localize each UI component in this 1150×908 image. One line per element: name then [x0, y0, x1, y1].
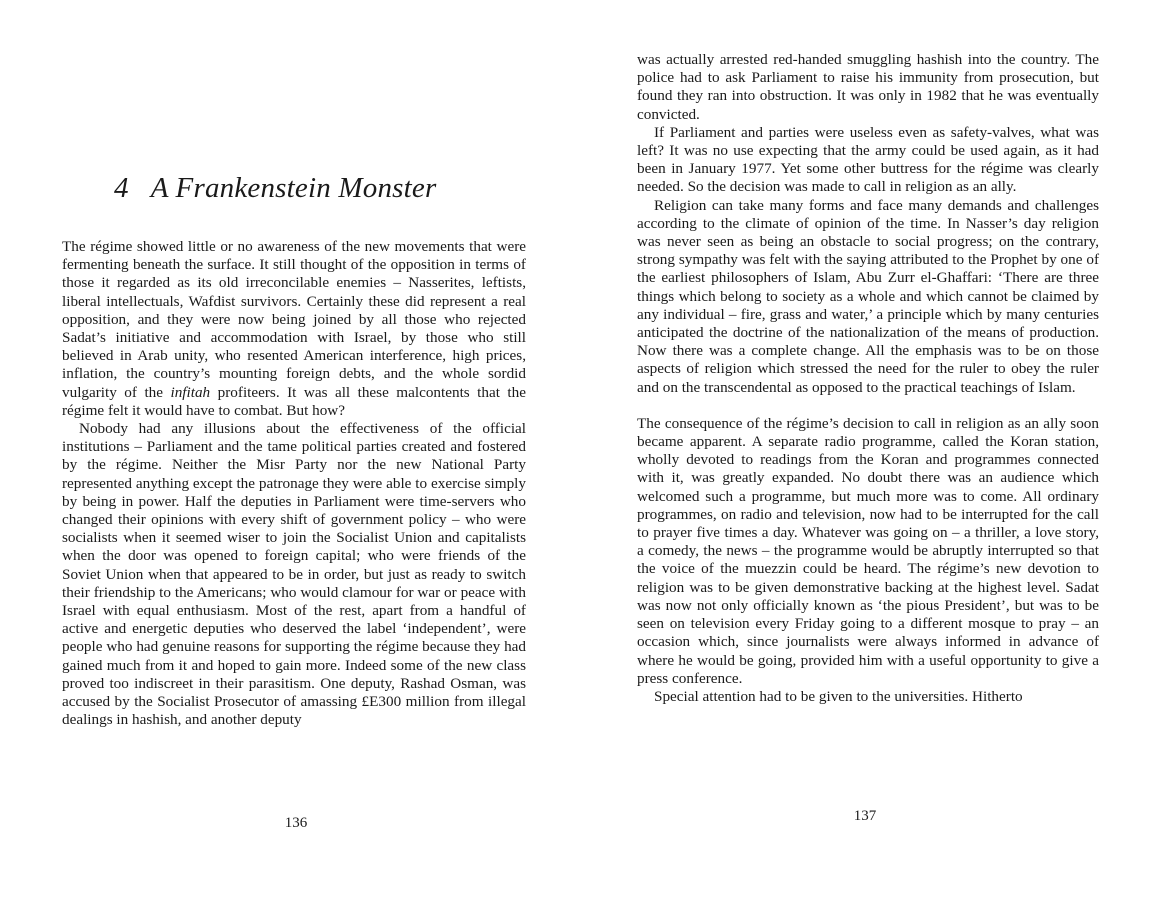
paragraph: The consequence of the régime’s decision to call in religion as an ally soon became apparent. A separate radio programme, called the Koran station, wholly devoted to readings from the Koran and programmes connected with it, was greatly expanded. No doubt there was an audience which welcomed such a programme, but much more was to come. All ordinary programmes, on radio and television, now had to be interrupted for the call to prayer five times a day. Whatever was going on – a thriller, a love story, a comedy, the news – the programme would be abruptly interrupted so that the voice of the muezzin could be heard. The régime’s new devotion to religion was to be given demonstrative backing at the highest level. Sadat was now not only officially known as ‘the pious President’, but was to be seen on television every Friday going to a different mosque to pray – an occasion which, since journalists were always informed in advance of where he would be going, provided him with a useful opportunity to give a press conference. — [637, 414, 1099, 687]
page-number: 136 — [284, 815, 308, 831]
chapter-title: A Frankenstein Monster — [150, 172, 437, 204]
paragraph: Special attention had to be given to the universities. Hitherto — [654, 687, 1023, 705]
paragraph: If Parliament and parties were useless even as safety-valves, what was left? It was no use expecting that the army could be used again, as it had been in January 1977. Yet some other buttress for the régime was clearly needed. So the decision was made to call in religion as an ally. — [637, 123, 1099, 196]
paragraph: The régime showed little or no awareness of the new movements that were fermenting beneath the surface. It still thought of the opposition in terms of those it regarded as its old irreconcilable enemies – Nasserites, leftists, liberal intellectuals, Wafdist survivors. Certainly these did represent a real opposition, and they were now being joined by all those who rejected Sadat’s initiative and accommodation with Israel, by those who still believed in Arab unity, who resented American interference, high prices, inflation, the country’s mounting foreign debts, and the whole sordid vulgarity of the infitah profiteers. It was all these malcontents that the régime felt it would have to combat. But how? — [62, 238, 526, 419]
page-number: 137 — [853, 808, 877, 824]
right-page-body — [637, 51, 1099, 706]
paragraph: Religion can take many forms and face many demands and challenges according to the climate of opinion of the time. In Nasser’s day religion was never seen as being an obstacle to social progress; on the contrary, strong sympathy was felt with the saying attributed to the Prophet by one of the earliest philosophers of Islam, Abu Zurr el-Ghaffari: ‘There are three things which belong to society as a whole and which cannot be claimed by any individual – fire, grass and water,’ a principle which by many centuries anticipated the doctrine of the nationalization of the means of production. Now there was a complete change. All the emphasis was to be on those aspects of religion which stressed the need for the ruler to obey the ruler and on the transcendental as opposed to the practical teachings of Islam. — [637, 196, 1099, 396]
chapter-heading — [114, 172, 436, 205]
left-page-body — [62, 238, 526, 729]
paragraph: Nobody had any illusions about the effectiveness of the official institutions – Parliament and the tame political parties created and fostered by the régime. Neither the Misr Party nor the new National Party represented anything except the patronage they were able to exercise simply by being in power. Half the deputies in Parliament were time-servers who changed their opinions with every shift of government policy – who were socialists when it seemed wiser to join the Socialist Union and capitalists when the door was opened to foreign capital; who were friends of the Soviet Union when that appeared to be in order, but just as ready to switch their friendship to the Americans; who would clamour for war or peace with Israel with equal enthusiasm. Most of the rest, apart from a handful of active and energetic deputies who deserved the label ‘independent’, were people who had genuine reasons for supporting the régime because they had gained much from it and hoped to gain more. Indeed some of the new class proved too indiscreet in their parasitism. One deputy, Rashad Osman, was accused by the Socialist Prosecutor of amassing £E300 million from illegal dealings in hashish, and another deputy — [62, 420, 526, 729]
paragraph: was actually arrested red-handed smuggling hashish into the country. The police had to ask Parliament to raise his immunity from prosecution, but found they ran into obstruction. It was only in 1982 that he was eventually convicted. — [637, 51, 1099, 123]
chapter-number: 4 — [114, 172, 129, 204]
